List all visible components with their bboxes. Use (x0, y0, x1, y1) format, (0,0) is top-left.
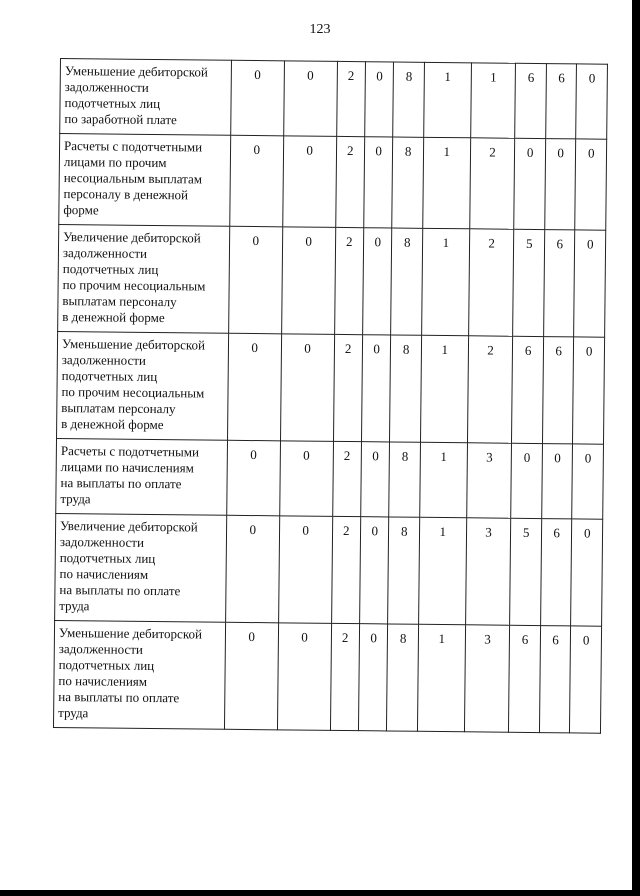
row-label-line: форме (63, 202, 99, 218)
row-label-line: Расчеты с подотчетными (60, 443, 200, 460)
row-label (58, 224, 230, 333)
code-digit-cell: 0 (230, 60, 284, 136)
code-digit-cell: 6 (512, 336, 544, 443)
code-digit-cell: 3 (465, 518, 511, 625)
code-digit-cell: 0 (361, 335, 391, 442)
row-label-line: задолженности (59, 534, 145, 550)
row-label-line: на выплаты по оплате (60, 475, 182, 492)
code-digit-cell: 1 (422, 228, 470, 335)
code-digit-cell: 0 (225, 515, 279, 623)
code-digit-cell: 0 (575, 139, 607, 230)
code-digit-cell: 1 (470, 63, 516, 138)
code-digit-cell: 0 (542, 444, 573, 519)
scan-edge-bottom (0, 890, 640, 896)
table-row (57, 331, 605, 444)
code-digit-cell: 0 (571, 519, 603, 626)
row-label-line: подотчетных лиц (59, 550, 156, 567)
code-digit-cell: 2 (336, 61, 365, 136)
row-label-line: труда (59, 598, 90, 614)
row-label-line: по начислениям (59, 566, 149, 582)
code-digit-cell: 1 (420, 442, 468, 517)
code-digit-cell: 8 (391, 228, 423, 335)
code-digit-cell: 0 (279, 441, 333, 517)
row-label (60, 59, 232, 136)
code-digit-cell: 1 (424, 62, 472, 137)
row-label (57, 331, 229, 440)
code-digit-cell: 2 (469, 138, 515, 229)
code-digit-cell: 0 (511, 443, 542, 518)
code-digit-cell: 2 (334, 227, 364, 334)
account-codes-table (53, 58, 608, 734)
code-digit-cell: 0 (545, 139, 576, 230)
code-digit-cell: 2 (467, 336, 513, 443)
code-digit-cell: 1 (423, 137, 471, 228)
row-label-line: персоналу в денежной (63, 186, 189, 203)
code-digit-cell: 5 (510, 518, 542, 625)
code-digit-cell: 0 (227, 333, 281, 441)
code-digit-cell: 2 (333, 334, 363, 441)
row-label-line: несоциальным выплатам (63, 170, 203, 187)
row-label-line: Уменьшение дебиторской (61, 336, 206, 353)
code-digit-cell: 8 (387, 624, 419, 731)
row-label-line: в денежной форме (62, 309, 165, 326)
row-label-line: по прочим несоциальным (61, 384, 205, 401)
code-digit-cell: 0 (364, 137, 393, 228)
scan-edge-right (632, 0, 640, 896)
code-digit-cell: 0 (574, 230, 606, 337)
code-digit-cell: 6 (515, 63, 546, 138)
row-label-line: подотчетных лиц (64, 95, 161, 112)
row-label (53, 620, 225, 729)
row-label-line: задолженности (61, 352, 146, 368)
code-digit-cell: 2 (335, 136, 364, 227)
code-digit-cell: 0 (360, 517, 390, 624)
row-label (55, 513, 227, 622)
row-label-line: выплатам персоналу (61, 400, 176, 417)
row-label-line: на выплаты по оплате (58, 689, 180, 706)
table-row (53, 620, 601, 733)
code-digit-cell: 6 (541, 519, 573, 626)
row-label-line: труда (60, 491, 91, 507)
row-label-line: Увеличение дебиторской (60, 518, 198, 535)
code-digit-cell: 0 (572, 444, 603, 519)
code-digit-cell: 6 (544, 230, 576, 337)
code-digit-cell: 2 (331, 516, 361, 623)
code-digit-cell: 0 (358, 624, 388, 731)
row-label (59, 134, 231, 227)
code-digit-cell: 1 (419, 517, 467, 624)
row-label-line: по прочим несоциальным (62, 277, 206, 294)
row-label-line: задолженности (64, 79, 149, 95)
code-digit-cell: 0 (361, 442, 390, 517)
row-label-line: Уменьшение дебиторской (58, 625, 203, 642)
row-label-line: лицами по прочим (63, 154, 167, 171)
code-digit-cell: 1 (420, 335, 468, 442)
row-label-line: лицами по начислениям (60, 459, 194, 476)
code-digit-cell: 0 (227, 440, 281, 516)
row-label-line: Увеличение дебиторской (63, 229, 201, 246)
code-digit-cell: 2 (332, 441, 361, 516)
table-row (56, 438, 604, 519)
code-digit-cell: 6 (542, 337, 574, 444)
table-row (58, 224, 606, 337)
row-label-line: Уменьшение дебиторской (64, 63, 208, 80)
code-digit-cell: 6 (539, 626, 571, 733)
code-digit-cell: 0 (278, 516, 332, 624)
code-digit-cell: 2 (330, 623, 360, 730)
row-label-line: задолженности (58, 641, 143, 657)
code-digit-cell: 0 (282, 136, 336, 228)
row-label-line: подотчетных лиц (62, 261, 159, 278)
code-digit-cell: 3 (464, 625, 510, 732)
code-digit-cell: 0 (230, 135, 284, 227)
row-label-line: труда (58, 705, 89, 721)
table-row (55, 513, 603, 626)
code-digit-cell: 3 (466, 443, 512, 518)
table-body (53, 59, 607, 734)
code-digit-cell: 6 (546, 64, 577, 139)
row-label-line: подотчетных лиц (58, 657, 155, 674)
row-label (56, 438, 228, 515)
code-digit-cell: 0 (570, 626, 602, 733)
row-label-line: по заработной плате (64, 111, 177, 128)
code-digit-cell: 0 (281, 227, 335, 335)
row-label-line: на выплаты по оплате (59, 582, 181, 599)
code-digit-cell: 5 (513, 229, 545, 336)
row-label-line: задолженности (62, 245, 148, 261)
row-label-line: Расчеты с подотчетными (64, 138, 203, 155)
code-digit-cell: 0 (576, 64, 607, 139)
code-digit-cell: 0 (514, 138, 545, 229)
code-digit-cell: 0 (224, 622, 278, 730)
row-label-line: по начислениям (58, 673, 148, 689)
code-digit-cell: 8 (393, 62, 424, 137)
code-digit-cell: 0 (228, 226, 282, 334)
code-digit-cell: 0 (363, 228, 393, 335)
code-digit-cell: 8 (389, 442, 420, 517)
code-digit-cell: 0 (280, 334, 334, 442)
code-digit-cell: 6 (509, 625, 541, 732)
code-digit-cell: 1 (417, 624, 465, 731)
code-digit-cell: 8 (392, 137, 423, 228)
page-number: 123 (309, 22, 331, 37)
code-digit-cell: 0 (277, 623, 331, 731)
code-digit-cell: 0 (365, 62, 394, 137)
code-digit-cell: 0 (573, 337, 605, 444)
code-digit-cell: 0 (283, 61, 337, 137)
code-digit-cell: 8 (388, 517, 420, 624)
row-label-line: в денежной форме (61, 416, 164, 433)
code-digit-cell: 2 (468, 229, 514, 336)
row-label-line: выплатам персоналу (62, 293, 177, 310)
code-digit-cell: 8 (390, 335, 422, 442)
table-row (59, 134, 607, 231)
table-row (60, 59, 608, 140)
row-label-line: подотчетных лиц (61, 368, 158, 385)
